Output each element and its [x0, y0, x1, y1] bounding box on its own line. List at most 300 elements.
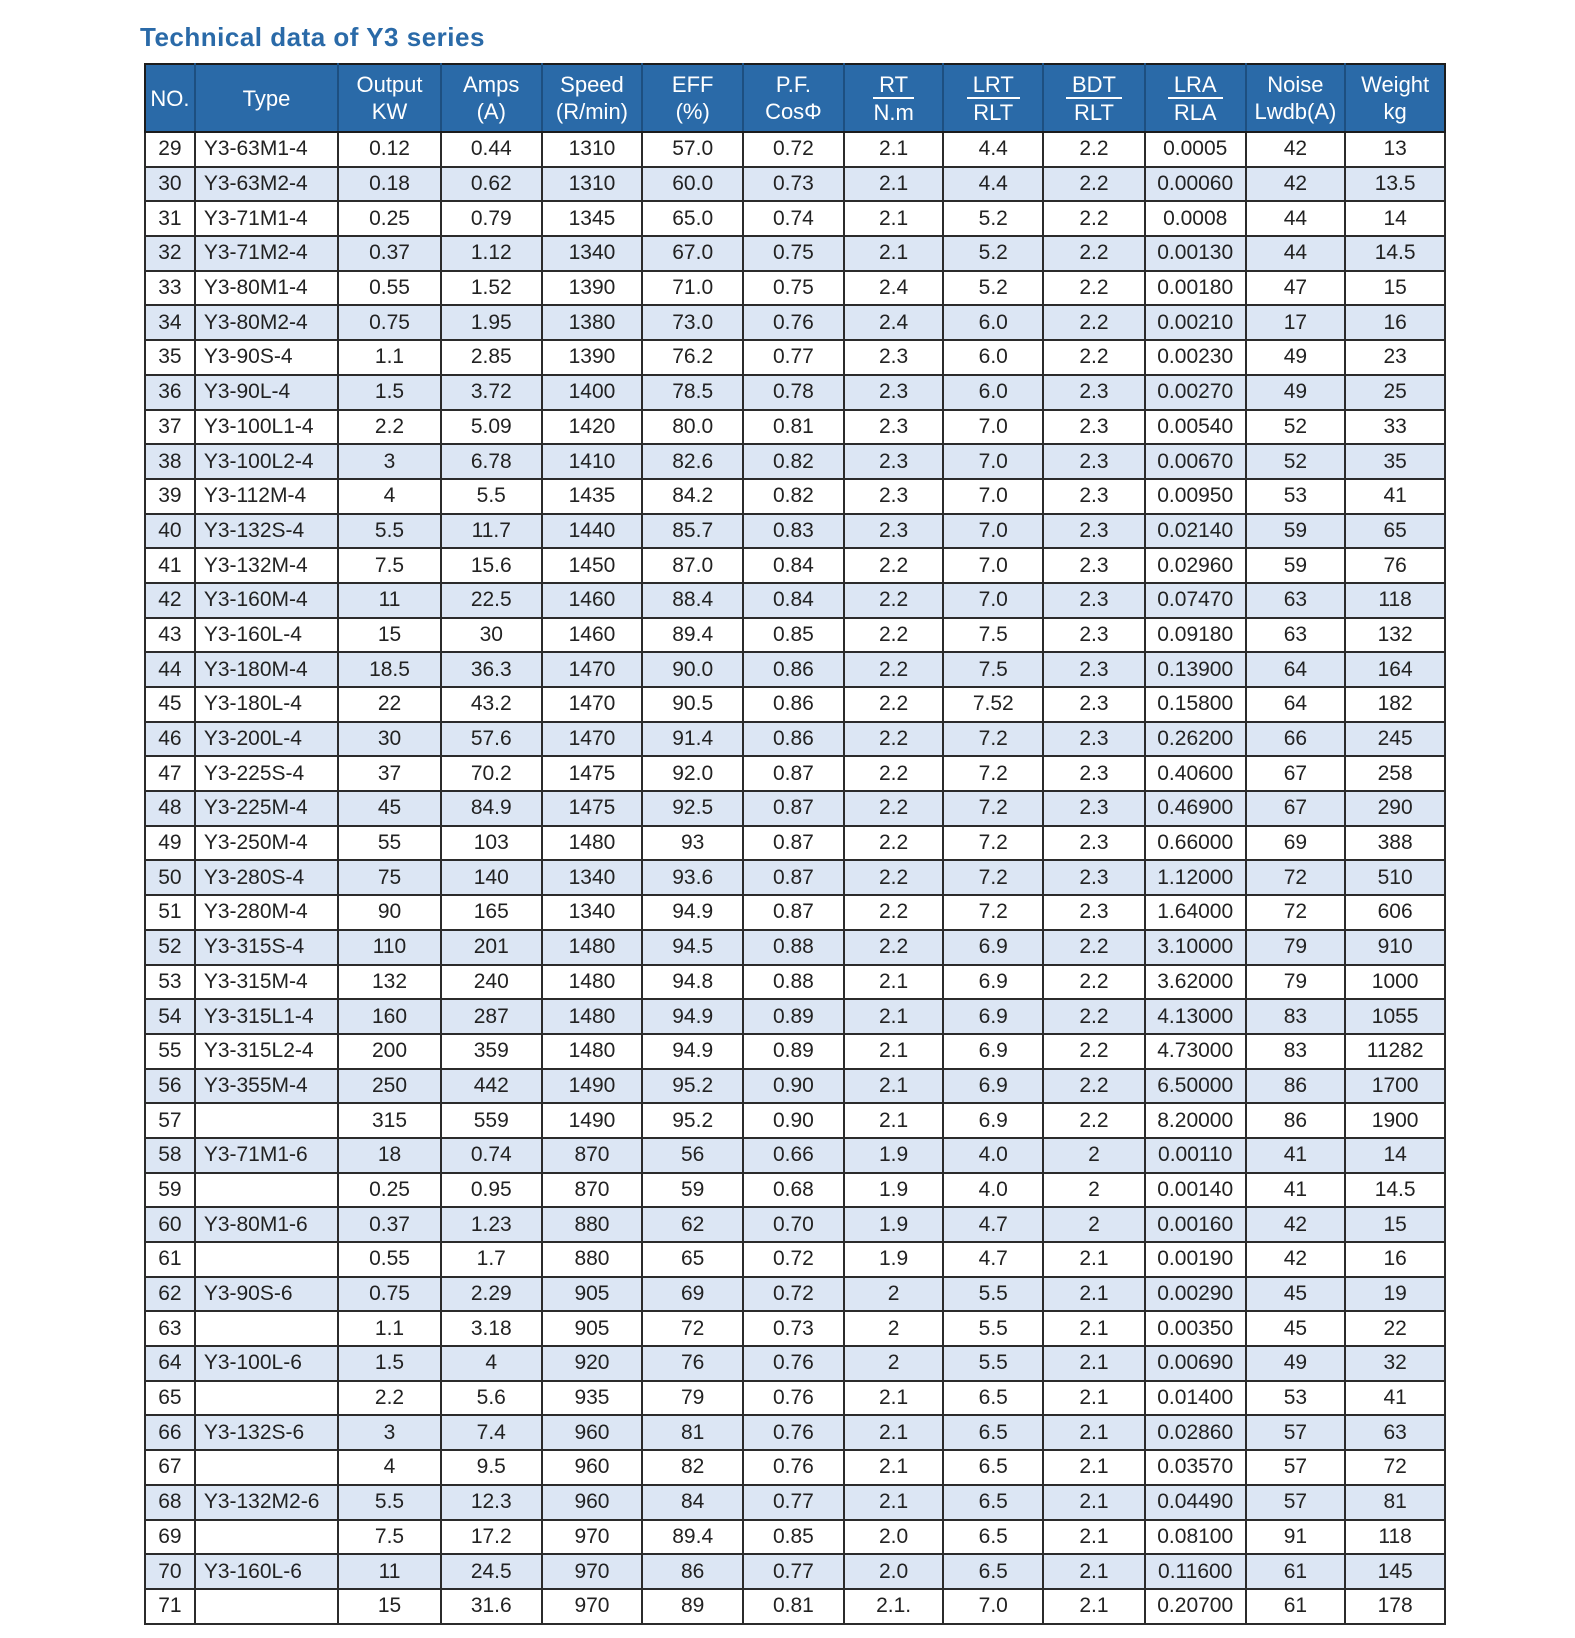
cell-speed: 1480: [542, 826, 643, 861]
cell-lrt: 6.5: [943, 1520, 1043, 1555]
column-header-lra: [1145, 64, 1246, 132]
cell-eff: 80.0: [642, 410, 743, 445]
cell-bdt: 2.1: [1043, 1450, 1145, 1485]
column-header-bdt-line1: [1046, 71, 1142, 99]
cell-lra: 6.50000: [1145, 1069, 1246, 1104]
cell-speed: 880: [542, 1207, 643, 1242]
cell-type: [195, 1103, 338, 1138]
cell-weight: 15: [1345, 271, 1445, 306]
column-header-lra-line1: [1148, 71, 1243, 99]
cell-lra: 0.46900: [1145, 791, 1246, 826]
cell-rt: 2.1: [844, 999, 944, 1034]
cell-type: Y3-200L-4: [195, 722, 338, 757]
cell-bdt: 2: [1043, 1173, 1145, 1208]
cell-output: 0.12: [338, 132, 441, 167]
table-row: [145, 1277, 1445, 1312]
cell-weight: 606: [1345, 895, 1445, 930]
cell-output: 0.75: [338, 305, 441, 340]
column-header-noise: [1246, 64, 1346, 132]
cell-no: 55: [145, 1034, 195, 1069]
cell-eff: 90.5: [642, 687, 743, 722]
cell-amps: 5.09: [441, 410, 542, 445]
cell-amps: 2.29: [441, 1277, 542, 1312]
cell-rt: 2.2: [844, 895, 944, 930]
cell-rt: 2.1: [844, 1485, 944, 1520]
table-row: [145, 1173, 1445, 1208]
cell-no: 69: [145, 1520, 195, 1555]
cell-no: 68: [145, 1485, 195, 1520]
cell-noise: 63: [1246, 583, 1346, 618]
column-header-weight-line2: kg: [1383, 99, 1407, 124]
column-header-rt: [844, 64, 944, 132]
cell-amps: 442: [441, 1069, 542, 1104]
cell-pf: 0.87: [743, 791, 844, 826]
cell-type: Y3-225M-4: [195, 791, 338, 826]
cell-bdt: 2.1: [1043, 1311, 1145, 1346]
cell-no: 30: [145, 167, 195, 202]
cell-speed: 960: [542, 1450, 643, 1485]
cell-amps: 70.2: [441, 756, 542, 791]
cell-output: 0.25: [338, 201, 441, 236]
cell-lra: 0.00270: [1145, 375, 1246, 410]
cell-weight: 13: [1345, 132, 1445, 167]
column-header-speed-line1: Speed: [560, 72, 624, 97]
cell-lrt: 6.0: [943, 375, 1043, 410]
cell-lrt: 5.5: [943, 1311, 1043, 1346]
cell-lrt: 5.5: [943, 1346, 1043, 1381]
cell-rt: 2.4: [844, 305, 944, 340]
cell-rt: 2.1: [844, 1069, 944, 1104]
cell-no: 53: [145, 965, 195, 1000]
cell-type: Y3-132S-6: [195, 1415, 338, 1450]
cell-pf: 0.86: [743, 652, 844, 687]
cell-lrt: 7.0: [943, 479, 1043, 514]
cell-pf: 0.70: [743, 1207, 844, 1242]
cell-rt: 2.2: [844, 652, 944, 687]
cell-speed: 1490: [542, 1069, 643, 1104]
cell-eff: 94.5: [642, 930, 743, 965]
cell-lra: 0.04490: [1145, 1485, 1246, 1520]
cell-bdt: 2.1: [1043, 1346, 1145, 1381]
cell-rt: 2.1: [844, 1103, 944, 1138]
column-header-weight: [1345, 64, 1445, 132]
cell-noise: 53: [1246, 1381, 1346, 1416]
cell-amps: 103: [441, 826, 542, 861]
cell-amps: 9.5: [441, 1450, 542, 1485]
cell-type: Y3-80M1-6: [195, 1207, 338, 1242]
table-row: [145, 1034, 1445, 1069]
cell-rt: 2.2: [844, 618, 944, 653]
cell-bdt: 2.2: [1043, 965, 1145, 1000]
cell-rt: 2: [844, 1277, 944, 1312]
cell-eff: 62: [642, 1207, 743, 1242]
cell-lrt: 4.4: [943, 132, 1043, 167]
cell-no: 67: [145, 1450, 195, 1485]
cell-noise: 49: [1246, 375, 1346, 410]
cell-noise: 44: [1246, 236, 1346, 271]
cell-output: 45: [338, 791, 441, 826]
table-row: [145, 305, 1445, 340]
table-row: [145, 1103, 1445, 1138]
cell-weight: 13.5: [1345, 167, 1445, 202]
cell-lrt: 6.0: [943, 340, 1043, 375]
cell-weight: 14.5: [1345, 236, 1445, 271]
cell-pf: 0.77: [743, 1485, 844, 1520]
cell-speed: 1435: [542, 479, 643, 514]
cell-pf: 0.81: [743, 1589, 844, 1624]
cell-speed: 1460: [542, 583, 643, 618]
cell-rt: 2.2: [844, 860, 944, 895]
cell-output: 160: [338, 999, 441, 1034]
cell-bdt: 2.1: [1043, 1381, 1145, 1416]
cell-lrt: 6.9: [943, 1034, 1043, 1069]
cell-lrt: 5.2: [943, 236, 1043, 271]
cell-weight: 1000: [1345, 965, 1445, 1000]
cell-speed: 970: [542, 1520, 643, 1555]
table-row: [145, 930, 1445, 965]
column-header-pf: [743, 64, 844, 132]
column-header-output-line1: Output: [356, 72, 423, 97]
cell-noise: 45: [1246, 1277, 1346, 1312]
cell-bdt: 2.2: [1043, 305, 1145, 340]
cell-type: Y3-225S-4: [195, 756, 338, 791]
cell-output: 11: [338, 583, 441, 618]
cell-bdt: 2.1: [1043, 1589, 1145, 1624]
cell-type: Y3-112M-4: [195, 479, 338, 514]
cell-amps: 1.12: [441, 236, 542, 271]
cell-lrt: 7.0: [943, 444, 1043, 479]
cell-lrt: 6.5: [943, 1381, 1043, 1416]
technical-data-table: [144, 63, 1446, 1625]
column-header-lrt-line1: [946, 71, 1040, 99]
cell-no: 31: [145, 201, 195, 236]
cell-amps: 24.5: [441, 1554, 542, 1589]
cell-amps: 30: [441, 618, 542, 653]
column-header-amps-line1: Amps: [463, 72, 520, 97]
cell-lrt: 7.2: [943, 895, 1043, 930]
cell-speed: 1400: [542, 375, 643, 410]
cell-bdt: 2.2: [1043, 271, 1145, 306]
cell-eff: 92.0: [642, 756, 743, 791]
cell-rt: 2.4: [844, 271, 944, 306]
cell-output: 315: [338, 1103, 441, 1138]
cell-lra: 0.00140: [1145, 1173, 1246, 1208]
cell-speed: 1310: [542, 167, 643, 202]
cell-output: 4: [338, 479, 441, 514]
column-header-lra-numerator: LRA: [1168, 73, 1223, 99]
column-header-noise-line1: Noise: [1267, 72, 1324, 97]
cell-output: 2.2: [338, 410, 441, 445]
cell-eff: 59: [642, 1173, 743, 1208]
cell-lrt: 4.4: [943, 167, 1043, 202]
table-header-row: [145, 64, 1445, 132]
cell-bdt: 2.2: [1043, 930, 1145, 965]
cell-noise: 64: [1246, 652, 1346, 687]
cell-output: 0.37: [338, 1207, 441, 1242]
cell-type: Y3-63M1-4: [195, 132, 338, 167]
cell-pf: 0.87: [743, 826, 844, 861]
column-header-eff-line2: (%): [675, 99, 710, 124]
cell-lrt: 7.2: [943, 791, 1043, 826]
cell-output: 110: [338, 930, 441, 965]
cell-amps: 11.7: [441, 514, 542, 549]
cell-noise: 79: [1246, 930, 1346, 965]
cell-eff: 56: [642, 1138, 743, 1173]
table-row: [145, 236, 1445, 271]
page-title: Technical data of Y3 series: [140, 22, 485, 52]
cell-rt: 2.0: [844, 1554, 944, 1589]
cell-lra: 0.00130: [1145, 236, 1246, 271]
cell-bdt: 2.2: [1043, 1103, 1145, 1138]
cell-noise: 17: [1246, 305, 1346, 340]
cell-type: Y3-315L2-4: [195, 1034, 338, 1069]
cell-eff: 94.9: [642, 1034, 743, 1069]
cell-lra: 0.02860: [1145, 1415, 1246, 1450]
cell-eff: 76: [642, 1346, 743, 1381]
table-row: [145, 965, 1445, 1000]
cell-rt: 2.2: [844, 791, 944, 826]
cell-no: 70: [145, 1554, 195, 1589]
cell-output: 5.5: [338, 1485, 441, 1520]
cell-noise: 45: [1246, 1311, 1346, 1346]
cell-eff: 82.6: [642, 444, 743, 479]
cell-eff: 90.0: [642, 652, 743, 687]
cell-no: 33: [145, 271, 195, 306]
column-header-lrt-numerator: LRT: [967, 73, 1020, 99]
cell-noise: 47: [1246, 271, 1346, 306]
cell-eff: 94.9: [642, 895, 743, 930]
cell-type: Y3-132S-4: [195, 514, 338, 549]
cell-amps: 1.95: [441, 305, 542, 340]
cell-rt: 2.2: [844, 756, 944, 791]
cell-speed: 870: [542, 1138, 643, 1173]
cell-rt: 1.9: [844, 1242, 944, 1277]
cell-type: Y3-71M1-6: [195, 1138, 338, 1173]
cell-type: [195, 1242, 338, 1277]
cell-weight: 1900: [1345, 1103, 1445, 1138]
cell-weight: 145: [1345, 1554, 1445, 1589]
cell-lra: 0.00350: [1145, 1311, 1246, 1346]
cell-no: 32: [145, 236, 195, 271]
cell-type: Y3-71M1-4: [195, 201, 338, 236]
column-header-bdt: [1043, 64, 1145, 132]
table-row: [145, 618, 1445, 653]
cell-noise: 41: [1246, 1173, 1346, 1208]
cell-eff: 86: [642, 1554, 743, 1589]
cell-bdt: 2.1: [1043, 1242, 1145, 1277]
cell-lrt: 7.0: [943, 583, 1043, 618]
table-row: [145, 201, 1445, 236]
cell-lrt: 7.52: [943, 687, 1043, 722]
cell-weight: 65: [1345, 514, 1445, 549]
cell-rt: 2.1: [844, 1415, 944, 1450]
cell-pf: 0.83: [743, 514, 844, 549]
cell-type: Y3-160M-4: [195, 583, 338, 618]
cell-lrt: 6.9: [943, 999, 1043, 1034]
cell-lrt: 5.5: [943, 1277, 1043, 1312]
cell-rt: 2.0: [844, 1520, 944, 1555]
cell-output: 0.25: [338, 1173, 441, 1208]
cell-weight: 14: [1345, 1138, 1445, 1173]
cell-amps: 6.78: [441, 444, 542, 479]
cell-eff: 73.0: [642, 305, 743, 340]
cell-speed: 1470: [542, 687, 643, 722]
cell-lra: 3.10000: [1145, 930, 1246, 965]
cell-bdt: 2.2: [1043, 340, 1145, 375]
cell-rt: 2.1: [844, 236, 944, 271]
cell-lra: 0.00540: [1145, 410, 1246, 445]
cell-rt: 2.3: [844, 444, 944, 479]
cell-speed: 920: [542, 1346, 643, 1381]
cell-no: 59: [145, 1173, 195, 1208]
cell-noise: 49: [1246, 1346, 1346, 1381]
cell-bdt: 2.2: [1043, 132, 1145, 167]
cell-no: 39: [145, 479, 195, 514]
cell-output: 5.5: [338, 514, 441, 549]
cell-type: Y3-100L2-4: [195, 444, 338, 479]
cell-lra: 0.03570: [1145, 1450, 1246, 1485]
cell-lra: 0.20700: [1145, 1589, 1246, 1624]
cell-amps: 287: [441, 999, 542, 1034]
column-header-rt-line2: N.m: [873, 99, 914, 125]
cell-pf: 0.85: [743, 618, 844, 653]
cell-eff: 89: [642, 1589, 743, 1624]
cell-speed: 1480: [542, 1034, 643, 1069]
cell-lra: 4.73000: [1145, 1034, 1246, 1069]
cell-noise: 91: [1246, 1520, 1346, 1555]
cell-lrt: 7.5: [943, 652, 1043, 687]
cell-weight: 388: [1345, 826, 1445, 861]
column-header-type-line1: Type: [242, 85, 291, 111]
cell-lrt: 5.2: [943, 271, 1043, 306]
cell-pf: 0.81: [743, 410, 844, 445]
cell-noise: 41: [1246, 1138, 1346, 1173]
cell-speed: 870: [542, 1173, 643, 1208]
cell-bdt: 2.2: [1043, 999, 1145, 1034]
cell-weight: 118: [1345, 583, 1445, 618]
table-row: [145, 1450, 1445, 1485]
cell-bdt: 2.3: [1043, 514, 1145, 549]
cell-type: Y3-100L-6: [195, 1346, 338, 1381]
cell-speed: 1470: [542, 652, 643, 687]
cell-speed: 1390: [542, 340, 643, 375]
cell-output: 1.1: [338, 340, 441, 375]
cell-amps: 4: [441, 1346, 542, 1381]
cell-bdt: 2.1: [1043, 1415, 1145, 1450]
cell-pf: 0.74: [743, 201, 844, 236]
cell-amps: 12.3: [441, 1485, 542, 1520]
cell-speed: 1490: [542, 1103, 643, 1138]
cell-type: Y3-63M2-4: [195, 167, 338, 202]
cell-amps: 1.52: [441, 271, 542, 306]
cell-type: [195, 1589, 338, 1624]
cell-pf: 0.82: [743, 479, 844, 514]
cell-speed: 905: [542, 1277, 643, 1312]
cell-weight: 19: [1345, 1277, 1445, 1312]
table-row: [145, 860, 1445, 895]
cell-lrt: 4.7: [943, 1207, 1043, 1242]
cell-lrt: 6.9: [943, 1103, 1043, 1138]
cell-pf: 0.90: [743, 1103, 844, 1138]
cell-pf: 0.76: [743, 1381, 844, 1416]
cell-no: 38: [145, 444, 195, 479]
cell-no: 29: [145, 132, 195, 167]
cell-eff: 57.0: [642, 132, 743, 167]
cell-eff: 69: [642, 1277, 743, 1312]
cell-type: [195, 1311, 338, 1346]
column-header-no: [145, 64, 195, 132]
column-header-speed: [542, 64, 643, 132]
cell-lra: 0.00160: [1145, 1207, 1246, 1242]
cell-eff: 79: [642, 1381, 743, 1416]
cell-speed: 1380: [542, 305, 643, 340]
column-header-eff-line1: EFF: [671, 72, 714, 97]
cell-speed: 1480: [542, 965, 643, 1000]
cell-output: 4: [338, 1450, 441, 1485]
cell-output: 2.2: [338, 1381, 441, 1416]
cell-lrt: 6.9: [943, 930, 1043, 965]
cell-pf: 0.82: [743, 444, 844, 479]
cell-lra: 0.0008: [1145, 201, 1246, 236]
cell-eff: 94.9: [642, 999, 743, 1034]
cell-pf: 0.85: [743, 1520, 844, 1555]
cell-rt: 2.2: [844, 548, 944, 583]
cell-amps: 36.3: [441, 652, 542, 687]
cell-weight: 510: [1345, 860, 1445, 895]
cell-weight: 16: [1345, 1242, 1445, 1277]
cell-speed: 970: [542, 1589, 643, 1624]
cell-no: 58: [145, 1138, 195, 1173]
cell-lra: 0.00180: [1145, 271, 1246, 306]
cell-speed: 1410: [542, 444, 643, 479]
cell-noise: 67: [1246, 791, 1346, 826]
cell-lra: 0.00670: [1145, 444, 1246, 479]
cell-speed: 960: [542, 1415, 643, 1450]
cell-lra: 0.66000: [1145, 826, 1246, 861]
cell-eff: 67.0: [642, 236, 743, 271]
cell-noise: 72: [1246, 895, 1346, 930]
table-row: [145, 1207, 1445, 1242]
cell-speed: 1345: [542, 201, 643, 236]
cell-no: 41: [145, 548, 195, 583]
cell-output: 7.5: [338, 548, 441, 583]
cell-weight: 16: [1345, 305, 1445, 340]
cell-output: 18.5: [338, 652, 441, 687]
cell-speed: 1475: [542, 756, 643, 791]
cell-no: 57: [145, 1103, 195, 1138]
cell-rt: 2.1: [844, 132, 944, 167]
cell-bdt: 2.3: [1043, 652, 1145, 687]
column-header-eff: [642, 64, 743, 132]
cell-no: 34: [145, 305, 195, 340]
cell-speed: 1340: [542, 860, 643, 895]
cell-lrt: 7.2: [943, 860, 1043, 895]
cell-output: 3: [338, 444, 441, 479]
cell-eff: 94.8: [642, 965, 743, 1000]
cell-amps: 43.2: [441, 687, 542, 722]
cell-weight: 76: [1345, 548, 1445, 583]
cell-lrt: 7.0: [943, 514, 1043, 549]
cell-type: Y3-160L-4: [195, 618, 338, 653]
cell-bdt: 2.3: [1043, 687, 1145, 722]
table-row: [145, 687, 1445, 722]
cell-pf: 0.88: [743, 965, 844, 1000]
cell-no: 56: [145, 1069, 195, 1104]
cell-weight: 11282: [1345, 1034, 1445, 1069]
cell-pf: 0.87: [743, 895, 844, 930]
cell-pf: 0.86: [743, 722, 844, 757]
cell-weight: 1055: [1345, 999, 1445, 1034]
